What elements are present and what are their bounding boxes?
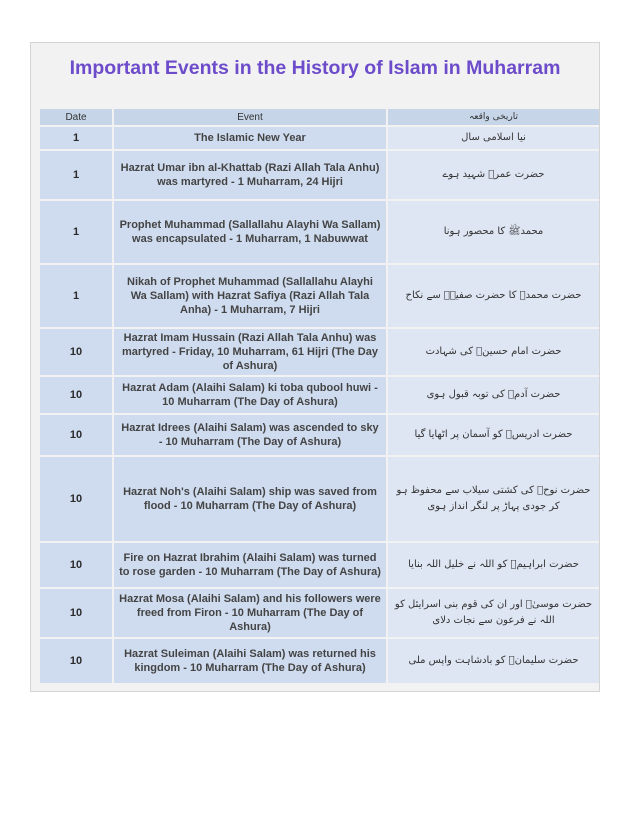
row-urdu: حضرت عمرؓ شہید ہوے xyxy=(388,151,599,199)
row-date: 1 xyxy=(40,201,112,263)
row-event: Hazrat Noh's (Alaihi Salam) ship was saved from flood - 10 Muharram (The Day of Ashura) xyxy=(114,457,386,541)
table-header-row xyxy=(40,109,599,125)
row-date: 1 xyxy=(40,265,112,327)
row-urdu: محمدﷺ کا محصور ہونا xyxy=(388,201,599,263)
row-urdu: حضرت نوحؑ کی کشتی سیلاب سے محفوظ ہو کر جودی پہاڑ پر لنگر انداز ہوی xyxy=(388,457,599,541)
row-date: 1 xyxy=(40,127,112,149)
row-event: Hazrat Umar ibn al-Khattab (Razi Allah Tala Anhu) was martyred - 1 Muharram, 24 Hijri xyxy=(114,151,386,199)
row-event: Hazrat Idrees (Alaihi Salam) was ascended to sky - 10 Muharram (The Day of Ashura) xyxy=(114,415,386,455)
table-row xyxy=(40,377,599,413)
table-row xyxy=(40,589,599,637)
row-event: Hazrat Mosa (Alaihi Salam) and his followers were freed from Firon - 10 Muharram (The Day of Ashura) xyxy=(114,589,386,637)
table-row xyxy=(40,457,599,541)
row-urdu: حضرت موسیٰؑ اور ان کی قوم بنی اسرایئل کو اللہ نے فرعون سے نجات دلای xyxy=(388,589,599,637)
row-date: 10 xyxy=(40,329,112,375)
column-header-event: Event xyxy=(114,109,386,125)
table-row xyxy=(40,639,599,683)
row-date: 10 xyxy=(40,589,112,637)
table-row xyxy=(40,543,599,587)
column-header-date: Date xyxy=(40,109,112,125)
row-event: Prophet Muhammad (Sallallahu Alayhi Wa Sallam) was encapsulated - 1 Muharram, 1 Nabuwwat xyxy=(114,201,386,263)
row-event: Hazrat Adam (Alaihi Salam) ki toba qubool huwi - 10 Muharram (The Day of Ashura) xyxy=(114,377,386,413)
row-urdu: حضرت محمدﷺ کا حضرت صفیہؓ سے نکاح xyxy=(388,265,599,327)
table-row xyxy=(40,127,599,149)
row-date: 10 xyxy=(40,377,112,413)
row-event: Nikah of Prophet Muhammad (Sallallahu Alayhi Wa Sallam) with Hazrat Safiya (Razi Allah Tala Anha) - 1 Muharram, 7 Hijri xyxy=(114,265,386,327)
row-urdu: حضرت امام حسینؓ کی شہادت xyxy=(388,329,599,375)
row-date: 10 xyxy=(40,543,112,587)
row-urdu: حضرت ابراہیمؑ کو اللہ نے خلیل اللہ بنایا xyxy=(388,543,599,587)
row-date: 10 xyxy=(40,639,112,683)
row-event: Fire on Hazrat Ibrahim (Alaihi Salam) was turned to rose garden - 10 Muharram (The Day of Ashura) xyxy=(114,543,386,587)
row-event: The Islamic New Year xyxy=(114,127,386,149)
row-date: 10 xyxy=(40,457,112,541)
row-date: 1 xyxy=(40,151,112,199)
row-event: Hazrat Imam Hussain (Razi Allah Tala Anhu) was martyred - Friday, 10 Muharram, 61 Hijri (The Day of Ashura) xyxy=(114,329,386,375)
row-urdu: حضرت ادریسؑ کو آسمان پر اٹھایا گیا xyxy=(388,415,599,455)
row-urdu: نیا اسلامی سال xyxy=(388,127,599,149)
table-row xyxy=(40,329,599,375)
column-header-urdu: تاریخی واقعہ xyxy=(388,109,599,125)
page-title: Important Events in the History of Islam in Muharram xyxy=(69,57,561,79)
row-event: Hazrat Suleiman (Alaihi Salam) was returned his kingdom - 10 Muharram (The Day of Ashura) xyxy=(114,639,386,683)
row-urdu: حضرت آدمؑ کی توبہ قبول ہوی xyxy=(388,377,599,413)
row-urdu: حضرت سلیمانؑ کو بادشاہت واپس ملی xyxy=(388,639,599,683)
table-row xyxy=(40,201,599,263)
document-frame xyxy=(30,42,600,692)
row-date: 10 xyxy=(40,415,112,455)
table-row xyxy=(40,265,599,327)
table-row xyxy=(40,415,599,455)
table-row xyxy=(40,151,599,199)
events-table xyxy=(38,107,601,685)
